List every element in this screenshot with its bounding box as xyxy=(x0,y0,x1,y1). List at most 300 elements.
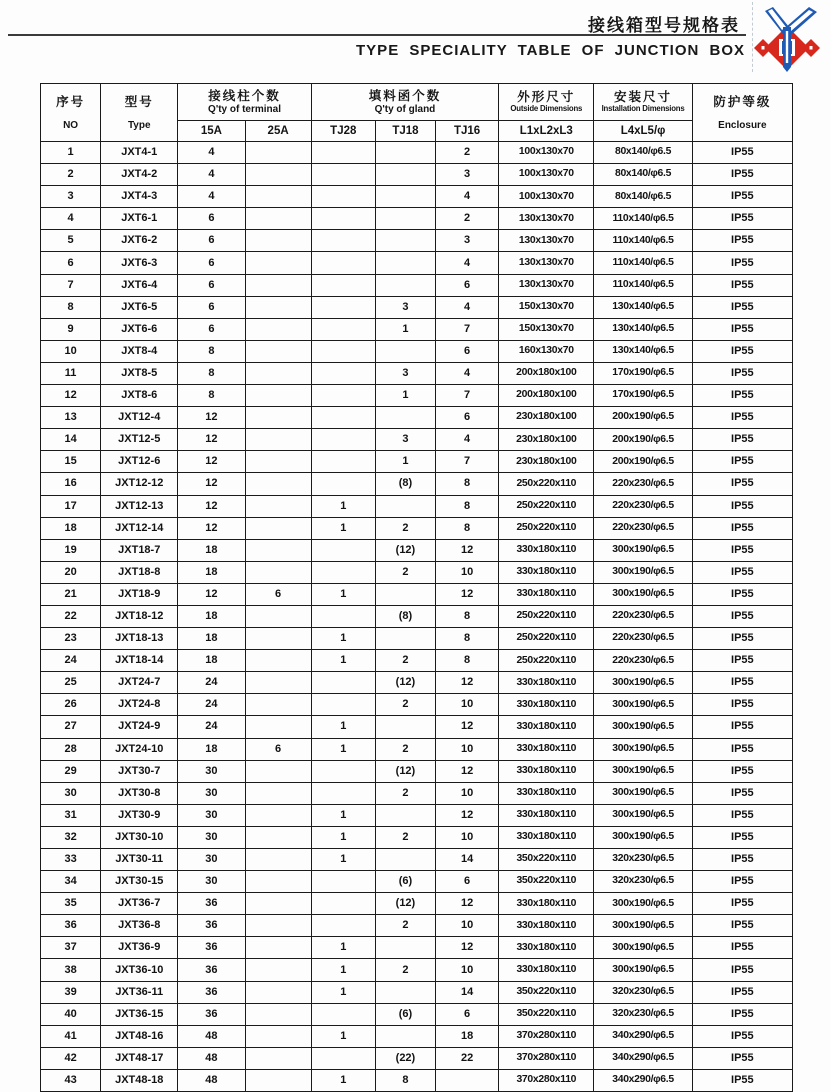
cell-install-dim: 80x140/φ6.5 xyxy=(594,186,692,208)
cell-15a: 6 xyxy=(178,296,245,318)
cell-install-dim: 200x190/φ6.5 xyxy=(594,429,692,451)
cell-type: JXT30-11 xyxy=(101,849,178,871)
cell-tj16: 12 xyxy=(436,716,499,738)
cell-no: 6 xyxy=(41,252,101,274)
cell-25a xyxy=(245,760,311,782)
table-row xyxy=(41,782,793,804)
cell-25a xyxy=(245,694,311,716)
table-row xyxy=(41,959,793,981)
cell-type: JXT12-13 xyxy=(101,495,178,517)
table-row xyxy=(41,760,793,782)
table-row xyxy=(41,628,793,650)
cell-tj28 xyxy=(311,561,375,583)
table-row xyxy=(41,164,793,186)
cell-15a: 48 xyxy=(178,1047,245,1069)
cell-no: 9 xyxy=(41,318,101,340)
cell-15a: 36 xyxy=(178,915,245,937)
col-header-type-en: Type xyxy=(127,119,151,131)
cell-25a xyxy=(245,517,311,539)
cell-tj28: 1 xyxy=(311,517,375,539)
cell-no: 19 xyxy=(41,539,101,561)
cell-25a xyxy=(245,561,311,583)
col-header-outside-zh: 外形尺寸 xyxy=(517,90,576,105)
cell-outside-dim: 330x180x110 xyxy=(499,826,594,848)
table-row xyxy=(41,318,793,340)
cell-tj16: 12 xyxy=(436,760,499,782)
cell-15a: 36 xyxy=(178,893,245,915)
cell-tj28: 1 xyxy=(311,959,375,981)
cell-tj18: 3 xyxy=(375,429,435,451)
table-row xyxy=(41,385,793,407)
cell-no: 5 xyxy=(41,230,101,252)
col-header-terminal xyxy=(178,84,311,121)
cell-install-dim: 130x140/φ6.5 xyxy=(594,296,692,318)
cell-tj16: 6 xyxy=(436,1003,499,1025)
cell-tj16: 14 xyxy=(436,981,499,1003)
cell-install-dim: 110x140/φ6.5 xyxy=(594,230,692,252)
cell-tj18 xyxy=(375,716,435,738)
cell-install-dim: 300x190/φ6.5 xyxy=(594,672,692,694)
cell-type: JXT24-7 xyxy=(101,672,178,694)
cell-tj28: 1 xyxy=(311,1025,375,1047)
col-header-no-en: NO xyxy=(63,119,79,131)
cell-tj16: 10 xyxy=(436,915,499,937)
cell-25a xyxy=(245,274,311,296)
cell-type: JXT30-9 xyxy=(101,804,178,826)
cell-type: JXT36-11 xyxy=(101,981,178,1003)
cell-enclosure: IP55 xyxy=(692,473,792,495)
cell-enclosure: IP55 xyxy=(692,429,792,451)
cell-install-dim: 200x190/φ6.5 xyxy=(594,451,692,473)
cell-25a xyxy=(245,826,311,848)
cell-outside-dim: 330x180x110 xyxy=(499,672,594,694)
sub-header-l4l5: L4xL5/φ xyxy=(594,120,692,141)
cell-install-dim: 340x290/φ6.5 xyxy=(594,1069,692,1091)
cell-15a: 18 xyxy=(178,738,245,760)
cell-outside-dim: 350x220x110 xyxy=(499,849,594,871)
col-header-no-zh: 序号 xyxy=(56,94,86,109)
cell-tj16: 2 xyxy=(436,142,499,164)
cell-tj28: 1 xyxy=(311,738,375,760)
cell-tj28 xyxy=(311,605,375,627)
cell-outside-dim: 230x180x100 xyxy=(499,407,594,429)
cell-tj18: 2 xyxy=(375,738,435,760)
cell-15a: 30 xyxy=(178,804,245,826)
cell-15a: 6 xyxy=(178,318,245,340)
cell-25a xyxy=(245,473,311,495)
table-row xyxy=(41,451,793,473)
cell-25a: 6 xyxy=(245,738,311,760)
cell-install-dim: 300x190/φ6.5 xyxy=(594,760,692,782)
cell-tj16: 10 xyxy=(436,782,499,804)
cell-25a xyxy=(245,142,311,164)
cell-outside-dim: 250x220x110 xyxy=(499,517,594,539)
cell-15a: 48 xyxy=(178,1069,245,1091)
table-row xyxy=(41,849,793,871)
cell-tj28: 1 xyxy=(311,849,375,871)
cell-tj28 xyxy=(311,164,375,186)
col-header-enclosure-stack xyxy=(693,84,792,141)
sub-header-tj28: TJ28 xyxy=(311,120,375,141)
cell-no: 13 xyxy=(41,407,101,429)
cell-enclosure: IP55 xyxy=(692,539,792,561)
cell-25a xyxy=(245,915,311,937)
cell-tj16: 6 xyxy=(436,407,499,429)
cell-no: 42 xyxy=(41,1047,101,1069)
cell-tj18: (12) xyxy=(375,760,435,782)
sub-header-tj16: TJ16 xyxy=(436,120,499,141)
cell-25a xyxy=(245,981,311,1003)
cell-enclosure: IP55 xyxy=(692,605,792,627)
cell-type: JXT30-10 xyxy=(101,826,178,848)
cell-type: JXT30-8 xyxy=(101,782,178,804)
cell-tj18 xyxy=(375,495,435,517)
cell-tj18: (12) xyxy=(375,672,435,694)
cell-tj18 xyxy=(375,937,435,959)
col-header-install-en: Installation Dimensions xyxy=(601,104,685,114)
cell-tj28 xyxy=(311,362,375,384)
cell-tj28: 1 xyxy=(311,628,375,650)
cell-25a xyxy=(245,429,311,451)
cell-15a: 12 xyxy=(178,451,245,473)
cell-enclosure: IP55 xyxy=(692,738,792,760)
cell-outside-dim: 250x220x110 xyxy=(499,650,594,672)
cell-25a xyxy=(245,959,311,981)
cell-enclosure: IP55 xyxy=(692,208,792,230)
cell-tj16: 10 xyxy=(436,561,499,583)
cell-enclosure: IP55 xyxy=(692,672,792,694)
cell-enclosure: IP55 xyxy=(692,583,792,605)
page-title-chinese: 接线箱型号规格表 xyxy=(588,16,740,35)
cell-install-dim: 130x140/φ6.5 xyxy=(594,318,692,340)
cell-15a: 12 xyxy=(178,583,245,605)
cell-25a xyxy=(245,804,311,826)
cell-type: JXT36-15 xyxy=(101,1003,178,1025)
cell-tj18: 2 xyxy=(375,826,435,848)
cell-outside-dim: 130x130x70 xyxy=(499,274,594,296)
cell-tj16: 12 xyxy=(436,539,499,561)
table-row xyxy=(41,694,793,716)
table-row xyxy=(41,473,793,495)
cell-outside-dim: 100x130x70 xyxy=(499,186,594,208)
table-row xyxy=(41,296,793,318)
cell-enclosure: IP55 xyxy=(692,1025,792,1047)
cell-25a: 6 xyxy=(245,583,311,605)
cell-15a: 4 xyxy=(178,186,245,208)
cell-no: 30 xyxy=(41,782,101,804)
cell-tj28 xyxy=(311,473,375,495)
table-row xyxy=(41,605,793,627)
cell-install-dim: 170x190/φ6.5 xyxy=(594,362,692,384)
cell-no: 18 xyxy=(41,517,101,539)
table-row xyxy=(41,517,793,539)
cell-enclosure: IP55 xyxy=(692,981,792,1003)
cell-tj28: 1 xyxy=(311,981,375,1003)
cell-enclosure: IP55 xyxy=(692,804,792,826)
cell-enclosure: IP55 xyxy=(692,296,792,318)
cell-25a xyxy=(245,1047,311,1069)
cell-type: JXT36-7 xyxy=(101,893,178,915)
cell-type: JXT30-7 xyxy=(101,760,178,782)
cell-tj18 xyxy=(375,407,435,429)
cell-enclosure: IP55 xyxy=(692,517,792,539)
cell-tj28 xyxy=(311,539,375,561)
table-row xyxy=(41,407,793,429)
cell-no: 17 xyxy=(41,495,101,517)
table-row xyxy=(41,362,793,384)
cell-tj28: 1 xyxy=(311,495,375,517)
table-row xyxy=(41,1069,793,1091)
cell-outside-dim: 330x180x110 xyxy=(499,915,594,937)
cell-tj28 xyxy=(311,782,375,804)
cell-enclosure: IP55 xyxy=(692,495,792,517)
cell-enclosure: IP55 xyxy=(692,561,792,583)
cell-tj16: 7 xyxy=(436,385,499,407)
cell-no: 15 xyxy=(41,451,101,473)
cell-25a xyxy=(245,893,311,915)
cell-type: JXT12-4 xyxy=(101,407,178,429)
cell-15a: 18 xyxy=(178,650,245,672)
cell-tj16: 4 xyxy=(436,186,499,208)
cell-tj16: 12 xyxy=(436,893,499,915)
cell-15a: 30 xyxy=(178,782,245,804)
cell-enclosure: IP55 xyxy=(692,1047,792,1069)
cell-no: 23 xyxy=(41,628,101,650)
page-title-english: TYPE SPECIALITY TABLE OF JUNCTION BOX xyxy=(356,42,745,59)
cell-15a: 12 xyxy=(178,495,245,517)
cell-tj18: (22) xyxy=(375,1047,435,1069)
table-body xyxy=(41,142,793,1092)
cell-tj28 xyxy=(311,296,375,318)
cell-install-dim: 300x190/φ6.5 xyxy=(594,826,692,848)
cell-enclosure: IP55 xyxy=(692,385,792,407)
cell-25a xyxy=(245,340,311,362)
cell-outside-dim: 200x180x100 xyxy=(499,362,594,384)
table-row xyxy=(41,1003,793,1025)
cell-25a xyxy=(245,871,311,893)
cell-outside-dim: 250x220x110 xyxy=(499,473,594,495)
cell-tj18: (8) xyxy=(375,605,435,627)
cell-outside-dim: 330x180x110 xyxy=(499,937,594,959)
table-row xyxy=(41,186,793,208)
sub-header-l1l2l3: L1xL2xL3 xyxy=(499,120,594,141)
cell-enclosure: IP55 xyxy=(692,362,792,384)
cell-type: JXT36-9 xyxy=(101,937,178,959)
cell-tj16: 12 xyxy=(436,804,499,826)
cell-15a: 12 xyxy=(178,407,245,429)
cell-enclosure: IP55 xyxy=(692,782,792,804)
cell-outside-dim: 330x180x110 xyxy=(499,738,594,760)
cell-tj16: 10 xyxy=(436,959,499,981)
cell-install-dim: 300x190/φ6.5 xyxy=(594,561,692,583)
cell-15a: 48 xyxy=(178,1025,245,1047)
cell-25a xyxy=(245,385,311,407)
cell-25a xyxy=(245,605,311,627)
cell-install-dim: 170x190/φ6.5 xyxy=(594,385,692,407)
cell-no: 14 xyxy=(41,429,101,451)
cell-no: 37 xyxy=(41,937,101,959)
cell-install-dim: 300x190/φ6.5 xyxy=(594,539,692,561)
cell-25a xyxy=(245,849,311,871)
cell-tj18: 2 xyxy=(375,915,435,937)
cell-outside-dim: 150x130x70 xyxy=(499,318,594,340)
cell-install-dim: 300x190/φ6.5 xyxy=(594,937,692,959)
cell-enclosure: IP55 xyxy=(692,826,792,848)
cell-tj18 xyxy=(375,230,435,252)
cell-no: 43 xyxy=(41,1069,101,1091)
cell-15a: 36 xyxy=(178,959,245,981)
cell-tj28 xyxy=(311,252,375,274)
cell-tj16 xyxy=(436,1069,499,1091)
cell-type: JXT6-4 xyxy=(101,274,178,296)
cell-25a xyxy=(245,1003,311,1025)
col-header-install-zh: 安装尺寸 xyxy=(614,90,673,105)
col-header-terminal-zh: 接线柱个数 xyxy=(208,88,281,103)
cell-enclosure: IP55 xyxy=(692,451,792,473)
cell-outside-dim: 370x280x110 xyxy=(499,1069,594,1091)
cell-tj18: 3 xyxy=(375,362,435,384)
cell-outside-dim: 130x130x70 xyxy=(499,230,594,252)
cell-tj16: 10 xyxy=(436,694,499,716)
cell-tj28 xyxy=(311,694,375,716)
cell-install-dim: 220x230/φ6.5 xyxy=(594,517,692,539)
cell-tj28: 1 xyxy=(311,716,375,738)
cell-type: JXT6-3 xyxy=(101,252,178,274)
cell-tj16: 7 xyxy=(436,318,499,340)
cell-type: JXT6-2 xyxy=(101,230,178,252)
cell-tj16: 6 xyxy=(436,274,499,296)
cell-tj16: 2 xyxy=(436,208,499,230)
cell-tj16: 8 xyxy=(436,650,499,672)
cell-25a xyxy=(245,407,311,429)
cell-enclosure: IP55 xyxy=(692,142,792,164)
cell-type: JXT4-1 xyxy=(101,142,178,164)
cell-install-dim: 130x140/φ6.5 xyxy=(594,340,692,362)
cell-25a xyxy=(245,186,311,208)
cell-tj18 xyxy=(375,849,435,871)
cell-15a: 12 xyxy=(178,517,245,539)
cell-install-dim: 200x190/φ6.5 xyxy=(594,407,692,429)
cell-tj18 xyxy=(375,208,435,230)
cell-tj16: 22 xyxy=(436,1047,499,1069)
cell-15a: 12 xyxy=(178,473,245,495)
cell-outside-dim: 330x180x110 xyxy=(499,716,594,738)
table-row xyxy=(41,716,793,738)
cell-25a xyxy=(245,208,311,230)
table-row xyxy=(41,208,793,230)
cell-install-dim: 300x190/φ6.5 xyxy=(594,694,692,716)
col-header-gland-zh: 填料函个数 xyxy=(368,88,442,103)
cell-tj28: 1 xyxy=(311,1069,375,1091)
cell-15a: 36 xyxy=(178,937,245,959)
cell-install-dim: 300x190/φ6.5 xyxy=(594,915,692,937)
cell-type: JXT18-14 xyxy=(101,650,178,672)
cell-enclosure: IP55 xyxy=(692,937,792,959)
cell-15a: 30 xyxy=(178,871,245,893)
cell-type: JXT18-13 xyxy=(101,628,178,650)
cell-tj28 xyxy=(311,186,375,208)
cell-tj16: 4 xyxy=(436,429,499,451)
cell-25a xyxy=(245,937,311,959)
cell-25a xyxy=(245,451,311,473)
cell-outside-dim: 130x130x70 xyxy=(499,252,594,274)
cell-enclosure: IP55 xyxy=(692,1069,792,1091)
cell-25a xyxy=(245,495,311,517)
cell-tj18 xyxy=(375,186,435,208)
col-header-enclosure-en: Enclosure xyxy=(718,119,767,131)
cell-tj28 xyxy=(311,672,375,694)
cell-tj28: 1 xyxy=(311,826,375,848)
cell-25a xyxy=(245,628,311,650)
cell-15a: 6 xyxy=(178,230,245,252)
cell-25a xyxy=(245,230,311,252)
cell-install-dim: 220x230/φ6.5 xyxy=(594,605,692,627)
cell-type: JXT8-6 xyxy=(101,385,178,407)
cell-15a: 30 xyxy=(178,826,245,848)
masthead xyxy=(0,0,830,80)
table-row xyxy=(41,826,793,848)
table-row xyxy=(41,650,793,672)
cell-tj16: 14 xyxy=(436,849,499,871)
table-row xyxy=(41,539,793,561)
cell-tj18: (8) xyxy=(375,473,435,495)
cell-no: 40 xyxy=(41,1003,101,1025)
col-header-type-stack xyxy=(101,84,177,141)
cell-15a: 18 xyxy=(178,561,245,583)
cell-install-dim: 110x140/φ6.5 xyxy=(594,208,692,230)
cell-type: JXT48-17 xyxy=(101,1047,178,1069)
cell-enclosure: IP55 xyxy=(692,252,792,274)
cell-tj28 xyxy=(311,340,375,362)
cell-outside-dim: 350x220x110 xyxy=(499,1003,594,1025)
cell-enclosure: IP55 xyxy=(692,760,792,782)
cell-outside-dim: 330x180x110 xyxy=(499,782,594,804)
cell-15a: 36 xyxy=(178,1003,245,1025)
cell-25a xyxy=(245,650,311,672)
cell-tj28 xyxy=(311,142,375,164)
cell-install-dim: 110x140/φ6.5 xyxy=(594,252,692,274)
cell-enclosure: IP55 xyxy=(692,716,792,738)
cell-type: JXT24-9 xyxy=(101,716,178,738)
col-header-terminal-en: Q'ty of terminal xyxy=(208,104,281,116)
table-row xyxy=(41,915,793,937)
cell-outside-dim: 330x180x110 xyxy=(499,760,594,782)
cell-install-dim: 220x230/φ6.5 xyxy=(594,650,692,672)
col-header-gland-en: Q'ty of gland xyxy=(374,104,436,116)
cell-type: JXT8-5 xyxy=(101,362,178,384)
cell-outside-dim: 250x220x110 xyxy=(499,495,594,517)
cell-enclosure: IP55 xyxy=(692,407,792,429)
cell-25a xyxy=(245,362,311,384)
cell-tj18 xyxy=(375,164,435,186)
cell-install-dim: 300x190/φ6.5 xyxy=(594,782,692,804)
col-header-enclosure-zh: 防护等级 xyxy=(713,94,772,109)
cell-tj16: 4 xyxy=(436,362,499,384)
cell-tj16: 6 xyxy=(436,871,499,893)
cell-enclosure: IP55 xyxy=(692,164,792,186)
cell-25a xyxy=(245,296,311,318)
cell-install-dim: 320x230/φ6.5 xyxy=(594,981,692,1003)
cell-no: 21 xyxy=(41,583,101,605)
col-header-install xyxy=(594,84,692,121)
cell-tj18: (6) xyxy=(375,1003,435,1025)
cell-15a: 6 xyxy=(178,208,245,230)
cell-outside-dim: 330x180x110 xyxy=(499,893,594,915)
cell-15a: 36 xyxy=(178,981,245,1003)
cell-outside-dim: 370x280x110 xyxy=(499,1047,594,1069)
cell-25a xyxy=(245,318,311,340)
cell-no: 16 xyxy=(41,473,101,495)
